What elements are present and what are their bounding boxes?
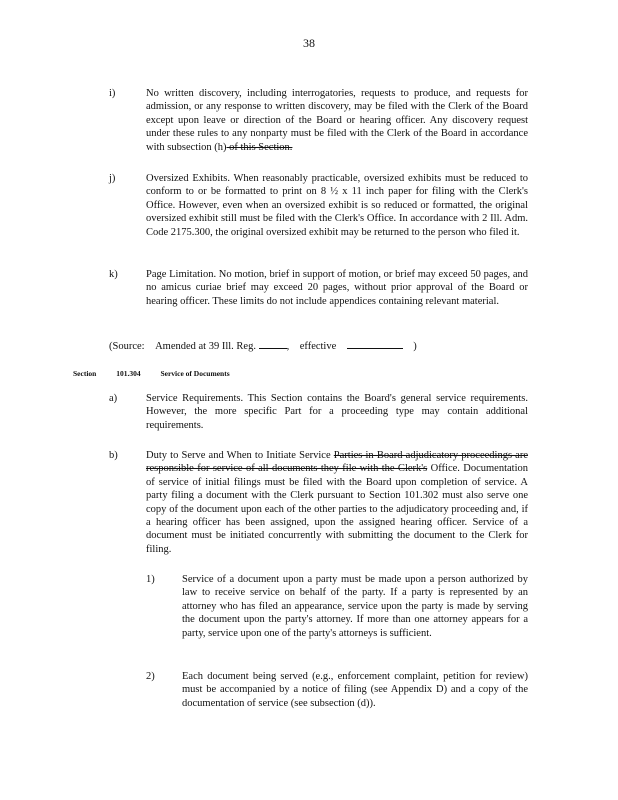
item-i-text — [146, 87, 528, 154]
source-comma: , — [286, 341, 290, 352]
item-a-text: Service Requirements. This Section contains the Board's general service requirements. However, the more specific Part for a proceeding type may contain additional requirements. — [146, 393, 528, 431]
effective-date-blank — [347, 339, 403, 349]
item-k-label: k) — [109, 269, 118, 280]
item-b-label: b) — [109, 450, 118, 461]
item-a-label: a) — [109, 393, 118, 404]
item-b-lead: Duty to Serve and When to Initiate Service — [146, 450, 331, 461]
page-number: 38 — [303, 36, 315, 50]
section-number: 101.304 — [116, 369, 141, 378]
source-amended: Amended at 39 Ill. Reg. — [155, 341, 256, 352]
sub-1-label: 1) — [146, 574, 155, 585]
item-b-text — [146, 449, 528, 556]
item-i-struck-text: of this Section. — [226, 141, 293, 153]
item-b-body: Office. Documentation of service of initial filings must be filed with the Board upon completion of service. A party filing a document with the Clerk pursuant to Section 101.302 must also serve one copy of the document upon each of the other parties to the adjudicatory proceeding and, if a hearing officer has been assigned, upon the assigned hearing officer. Service of a document must be initiated concurrently with submitting the document to the Clerk for filing. — [146, 463, 529, 555]
sub-2-label: 2) — [146, 671, 155, 682]
register-number-blank — [259, 339, 287, 349]
source-close: ) — [413, 341, 417, 352]
section-heading — [73, 369, 248, 378]
section-label: Section — [73, 369, 97, 378]
source-prefix: (Source: — [109, 341, 145, 352]
sub-2-text: Each document being served (e.g., enforcement complaint, petition for review) must be accompanied by a notice of filing (see Appendix D) and a copy of the documentation of service (see subsection (d)). — [182, 671, 528, 709]
item-i-body: No written discovery, including interrogatories, requests to produce, and requests for admission, or any response to written discovery, may be filed with the Clerk of the Board except upon leave or direction of the Board or hearing officer. Any discovery request under these rules to any nonparty must be filed with the Clerk of the Board in accordance with subsection (h) — [146, 88, 528, 153]
source-line — [109, 339, 417, 353]
item-b-struck-text: Parties in Board adjudicatory proceedings are responsible for service of all documents they file with the Clerk's — [146, 450, 529, 475]
item-k-text: Page Limitation. No motion, brief in support of motion, or brief may exceed 50 pages, and no amicus curiae brief may exceed 20 pages, without prior approval of the Board or hearing officer. These limits do not include appendices containing relevant material. — [146, 269, 528, 307]
sub-1-text: Service of a document upon a party must be made upon a person authorized by law to receive service on behalf of the party. If a party is represented by an attorney who has filed an appearance, service upon the party is made by serving the document upon the party's attorney. If more than one attorney appears for a party, service upon one of the party's attorneys is sufficient. — [182, 574, 528, 639]
section-title: Service of Documents — [160, 369, 230, 378]
item-i-label: i) — [109, 88, 116, 99]
item-j-text: Oversized Exhibits. When reasonably practicable, oversized exhibits must be reduced to conform to or be formatted to print on 8 ½ x 11 inch paper for filing with the Clerk's Office. However, even when an oversized exhibit is so reduced or formatted, the original oversized exhibit still must be filed with the Clerk's Office. In accordance with 2 Ill. Adm. Code 2175.300, the original oversized exhibit may be returned to the person who filed it. — [146, 173, 528, 238]
source-effective: effective — [299, 341, 337, 352]
item-j-label: j) — [109, 173, 116, 184]
